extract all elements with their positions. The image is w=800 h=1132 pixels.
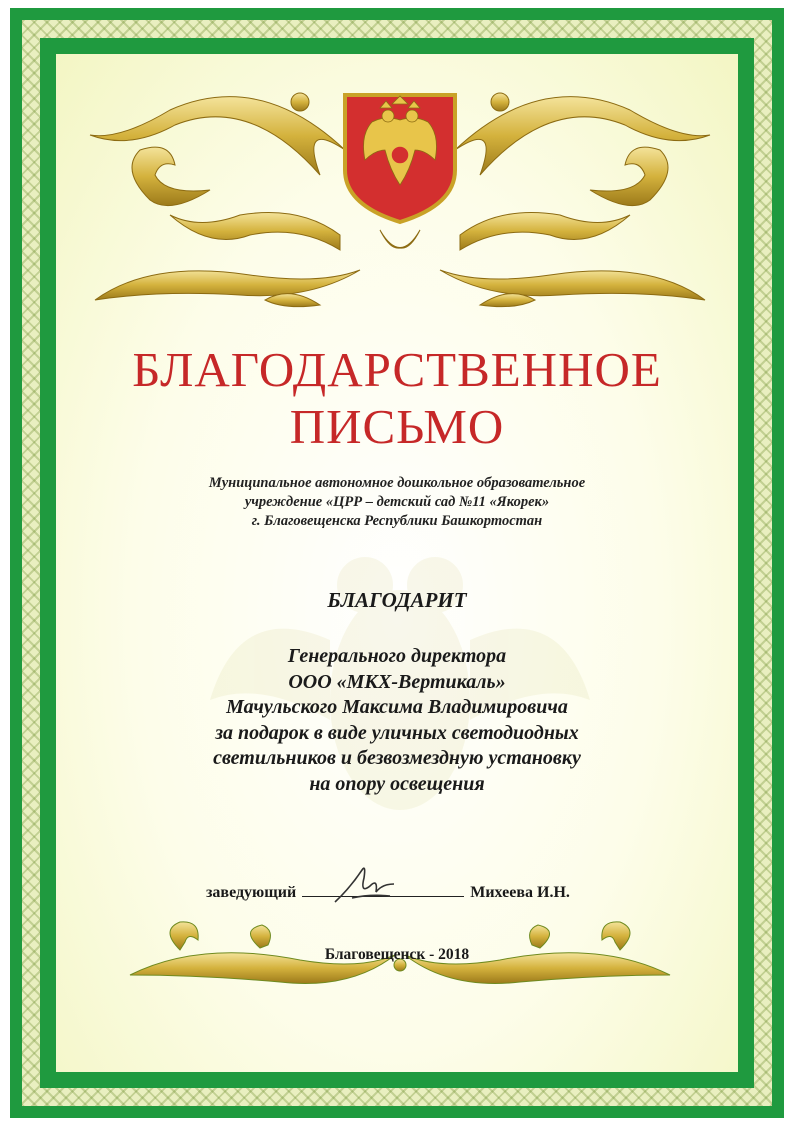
certificate-title-line2: ПИСЬМО (289, 399, 505, 454)
recipient-line: за подарок в виде уличных светодиодных (215, 721, 579, 744)
recipient-line: светильников и безвозмездную установку (213, 747, 581, 769)
organization-line: Муниципальное автономное дошкольное образовательное (208, 475, 586, 491)
handwritten-signature-icon (330, 858, 410, 908)
issuing-organization (56, 474, 738, 531)
thanks-heading: БЛАГОДАРИТ (327, 588, 467, 612)
recipient-line: на опору освещения (309, 772, 485, 795)
place-and-year: Благовещенск - 2018 (324, 946, 470, 963)
signer-name: Михеева И.Н. (470, 884, 570, 901)
recipient-line: ООО «МКХ-Вертикаль» (288, 670, 506, 693)
signer-role: заведующий (206, 884, 297, 901)
coat-of-arms-icon (345, 95, 455, 222)
certificate-title-line1: БЛАГОДАРСТВЕННОЕ (132, 342, 662, 397)
recipient-line: Мачульского Максима Владимировича (226, 696, 568, 718)
recipient-line: Генерального директора (287, 645, 507, 667)
organization-line: г. Благовещенска Республики Башкортостан (251, 513, 543, 529)
recipient-text (56, 644, 738, 797)
organization-line: учреждение «ЦРР – детский сад №11 «Якорек» (244, 494, 550, 510)
